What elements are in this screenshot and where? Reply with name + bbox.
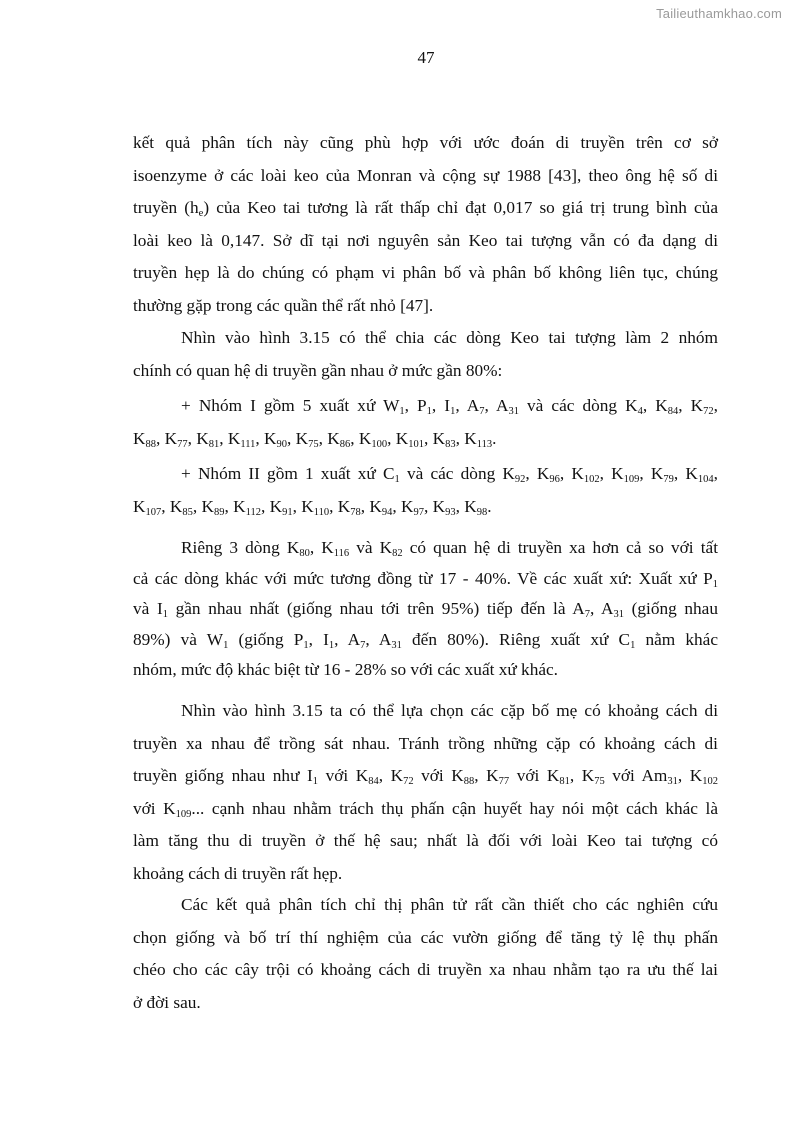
text-run: , K [318, 428, 340, 448]
text-run: . [487, 496, 492, 516]
subscript: 77 [498, 776, 510, 787]
subscript: 90 [276, 438, 287, 450]
text-run: và I [133, 599, 163, 618]
subscript: 97 [413, 506, 424, 518]
text-run: , K [219, 428, 241, 448]
text-run: , A [484, 396, 509, 415]
text-run: K [133, 496, 146, 516]
subscript: 78 [350, 506, 361, 518]
subscript: 112 [245, 506, 261, 518]
text-run: , K [387, 428, 409, 448]
text-run: , K [350, 428, 372, 448]
text-run: và K [349, 538, 393, 557]
text-run: với K [318, 766, 369, 785]
text-run: làm tăng thu di truyền ở thế hệ sau; nhất là đối với loài Keo tai tượng có [133, 831, 718, 850]
text-line [133, 564, 718, 595]
subscript: 7 [584, 609, 590, 620]
text-line [133, 160, 718, 193]
text-run: , A [334, 629, 361, 649]
text-run: chính có quan hệ di truyền gần nhau ở mức gần 80%: [133, 360, 503, 380]
text-run: , K [525, 464, 550, 483]
text-run: + Nhóm II gồm 1 xuất xứ C [181, 464, 395, 483]
text-run: . [492, 428, 497, 448]
text-line [133, 793, 718, 826]
text-line [133, 594, 718, 625]
text-run: , I [308, 629, 329, 649]
subscript: 72 [703, 406, 714, 417]
subscript: 102 [583, 474, 600, 485]
text-run: , [713, 396, 718, 415]
text-line [133, 728, 718, 761]
text-run: , K [673, 464, 698, 483]
text-run: nhóm, mức độ khác biệt từ 16 - 28% so với các xuất xứ khác. [133, 660, 559, 679]
paragraph-2 [133, 322, 718, 387]
subscript: 110 [313, 506, 330, 518]
subscript: 91 [282, 506, 293, 518]
text-run: isoenzyme ở các loài keo của Monran và cộng sự 1988 [43], theo ông hệ số di [133, 165, 718, 185]
text-run: , K [292, 496, 314, 516]
text-run: thường gặp trong các quần thể rất nhỏ [47]. [133, 295, 434, 315]
text-run: K [133, 428, 146, 448]
text-run: , K [678, 396, 704, 415]
paragraph-7 [133, 889, 718, 1019]
subscript: 104 [697, 474, 714, 485]
subscript: 31 [667, 776, 678, 787]
subscript: 89 [213, 506, 225, 518]
text-run: , K [677, 766, 703, 785]
text-line [133, 257, 718, 290]
text-run: chéo cho các cây trội có khoảng cách di truyền xa nhau nhằm tạo ra ưu thế lai [133, 960, 718, 979]
text-line [133, 423, 718, 456]
text-run: , P [404, 396, 427, 415]
text-run: , K [309, 538, 334, 557]
text-run: cả các dòng khác với mức tương đồng từ 17 - 40%. Về các xuất xứ: Xuất xứ P [133, 568, 713, 588]
text-run: , K [161, 496, 183, 516]
subscript: 31 [391, 639, 402, 651]
page-number: 47 [417, 48, 435, 67]
text-run: (giống P [228, 629, 304, 649]
subscript: 72 [403, 776, 414, 787]
text-line [133, 889, 718, 922]
text-run: truyền giống nhau như I [133, 766, 313, 785]
text-run: với K [413, 766, 464, 785]
text-line [133, 533, 718, 564]
text-run: , K [255, 428, 277, 448]
paragraph-5 [133, 533, 718, 686]
text-run: , K [392, 496, 414, 516]
subscript: 1 [712, 578, 718, 590]
text-run: , K [286, 428, 309, 448]
subscript: 82 [392, 548, 403, 559]
text-run: Các kết quả phân tích chỉ thị phân tử rất cần thiết cho các nghiên cứu [181, 895, 718, 914]
subscript: 75 [594, 776, 605, 787]
text-run: và các dòng K [399, 464, 515, 483]
subscript: 1 [394, 474, 400, 485]
paragraph-6 [133, 695, 718, 890]
subscript: 109 [623, 474, 640, 485]
text-line [133, 355, 718, 388]
text-run: , K [378, 766, 404, 785]
text-run: truyền hẹp là do chúng có phạm vi phân bố và phân bố không liên tục, chúng [133, 263, 718, 282]
subscript: 113 [476, 438, 493, 450]
text-line [133, 390, 718, 423]
paragraph-4-group-2 [133, 458, 718, 523]
subscript: 1 [426, 406, 432, 417]
text-run: Nhìn vào hình 3.15 có thể chia các dòng Keo tai tượng làm 2 nhóm [181, 328, 718, 347]
text-run: , K [260, 496, 283, 516]
subscript: 1 [223, 639, 229, 651]
text-line [133, 858, 718, 891]
subscript: 84 [667, 406, 679, 417]
subscript: 111 [240, 438, 256, 450]
text-run: , K [187, 428, 209, 448]
subscript: 1 [630, 639, 636, 651]
text-run: , K [642, 396, 668, 415]
subscript: 1 [328, 639, 335, 651]
subscript: 96 [549, 474, 560, 485]
text-run: với K [133, 798, 176, 818]
watermark: Tailieuthamkhao.com [656, 6, 782, 21]
text-run: với K [509, 766, 560, 785]
subscript: 116 [333, 548, 350, 559]
subscript: 81 [208, 438, 220, 450]
subscript: 1 [312, 776, 319, 787]
text-run: Riêng 3 dòng K [181, 538, 300, 557]
text-run: 89%) và W [133, 629, 224, 649]
subscript: 93 [445, 506, 456, 518]
text-line [133, 458, 718, 491]
text-run: , A [589, 599, 614, 618]
text-run: , K [455, 496, 477, 516]
subscript: 75 [308, 438, 319, 450]
text-run: và các dòng K [518, 396, 638, 415]
subscript: 7 [360, 639, 366, 651]
text-run: , K [224, 496, 246, 516]
text-run: , K [474, 766, 499, 785]
text-run: , K [360, 496, 382, 516]
text-line [133, 825, 718, 858]
text-run: ... cạnh nhau nhằm trách thụ phấn cận huyết hay nói một cách khác là [191, 798, 718, 818]
text-run: , [713, 464, 718, 483]
subscript: 1 [162, 609, 168, 620]
text-line [133, 192, 718, 225]
text-line [133, 954, 718, 987]
text-line [133, 655, 718, 686]
text-line [133, 695, 718, 728]
text-run: kết quả phân tích này cũng phù hợp với ước đoán di truyền trên cơ sở [133, 133, 718, 152]
subscript: 102 [702, 776, 719, 787]
text-line [133, 625, 718, 656]
subscript: 92 [514, 474, 526, 485]
subscript: 79 [663, 474, 674, 485]
text-run: , K [423, 428, 446, 448]
subscript: 1 [303, 639, 309, 651]
text-run: + Nhóm I gồm 5 xuất xứ W [181, 396, 400, 415]
text-run: , A [365, 629, 392, 649]
subscript: 31 [613, 609, 624, 620]
subscript: 98 [476, 506, 488, 518]
subscript: 1 [450, 406, 456, 417]
subscript: 109 [175, 808, 192, 820]
text-run: , K [329, 496, 351, 516]
text-run: , K [559, 464, 584, 483]
text-run: , K [599, 464, 624, 483]
text-line [133, 491, 718, 524]
subscript: 86 [339, 438, 351, 450]
text-run: loài keo là 0,147. Sở dĩ tại nơi nguyên sản Keo tai tượng vẫn có đa dạng di [133, 230, 718, 250]
subscript: 88 [463, 776, 475, 787]
text-line [133, 760, 718, 793]
text-run: đến 80%). Riêng xuất xứ C [401, 629, 631, 649]
text-run: khoảng cách di truyền rất hẹp. [133, 863, 343, 883]
subscript: 84 [368, 776, 379, 787]
subscript: 80 [299, 548, 310, 559]
text-run: ở đời sau. [133, 992, 201, 1012]
subscript: 107 [145, 506, 162, 518]
text-run: , I [431, 396, 451, 415]
text-line [133, 290, 718, 323]
subscript: 94 [381, 506, 393, 518]
subscript: 83 [445, 438, 456, 450]
text-run: , K [423, 496, 446, 516]
text-run: ) của Keo tai tương là rất thấp chỉ đạt 0,017 so giá trị trung bình của [203, 198, 718, 217]
text-run: (giống nhau [623, 599, 718, 618]
text-run: , K [192, 496, 214, 516]
subscript: e [198, 208, 204, 219]
subscript: 31 [508, 406, 519, 417]
text-run: chọn giống và bố trí thí nghiệm của các vườn giống để tăng tỷ lệ thụ phấn [133, 927, 718, 947]
subscript: 88 [145, 438, 156, 450]
text-run: , K [455, 428, 477, 448]
text-run: nằm khác [635, 629, 719, 649]
text-run: gần nhau nhất (giống nhau tới trên 95%) tiếp đến là A [167, 599, 585, 618]
text-line [133, 322, 718, 355]
text-run: , K [155, 428, 178, 448]
text-run: Nhìn vào hình 3.15 ta có thể lựa chọn các cặp bố mẹ có khoảng cách di [181, 701, 718, 720]
text-line [133, 127, 718, 160]
subscript: 77 [177, 438, 188, 450]
text-run: với Am [604, 766, 668, 785]
paragraph-1 [133, 127, 718, 322]
text-run: truyền (h [133, 198, 199, 217]
subscript: 100 [371, 438, 388, 450]
text-run: , K [569, 766, 595, 785]
text-line [133, 225, 718, 258]
text-run: , K [639, 464, 664, 483]
subscript: 1 [399, 406, 405, 417]
text-line [133, 987, 718, 1020]
paragraph-3-group-1 [133, 390, 718, 455]
text-run: có quan hệ di truyền xa hơn cả so với tất [402, 538, 718, 557]
subscript: 7 [479, 406, 485, 417]
text-line [133, 922, 718, 955]
subscript: 101 [408, 438, 424, 450]
subscript: 4 [637, 406, 643, 417]
text-run: truyền xa nhau để trồng sát nhau. Tránh trồng những cặp có khoảng cách di [133, 733, 718, 753]
subscript: 81 [559, 776, 570, 787]
subscript: 85 [182, 506, 193, 518]
text-run: , A [455, 396, 480, 415]
